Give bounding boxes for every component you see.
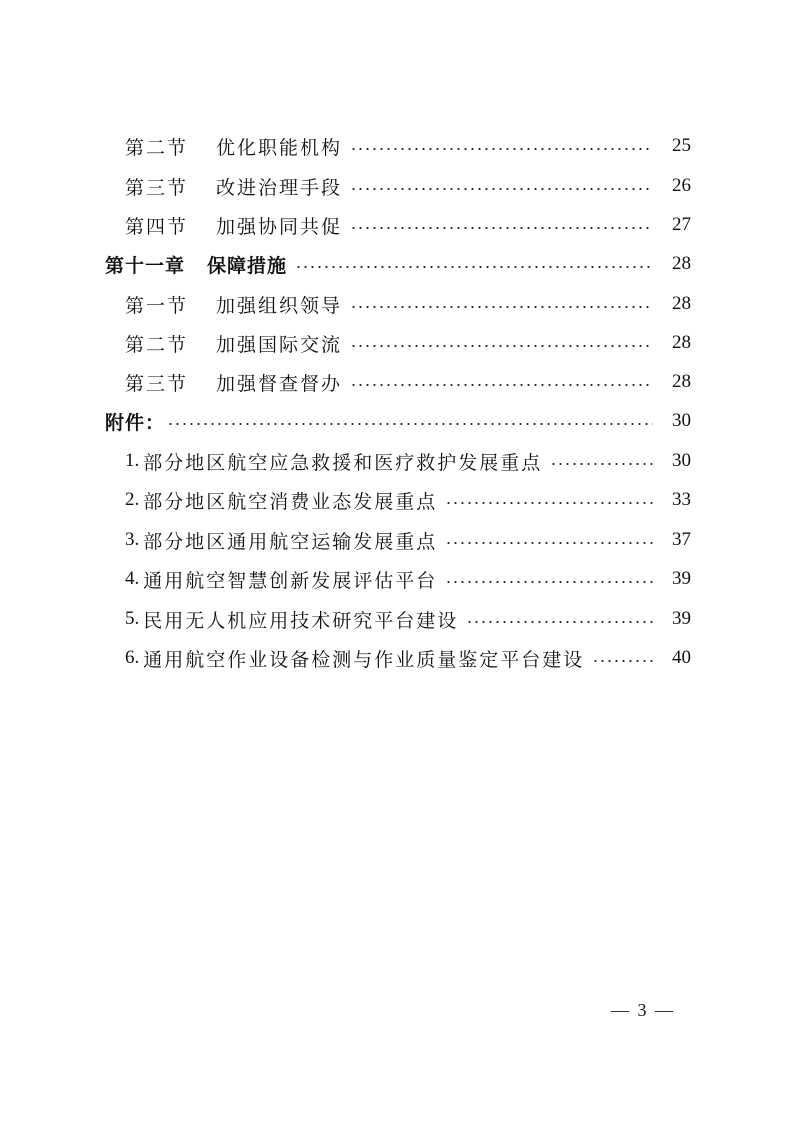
toc-entry-prefix: 1.	[125, 450, 140, 471]
leader-dots	[350, 384, 653, 386]
toc-entry-title: 部分地区航空应急救援和医疗救护发展重点	[143, 451, 543, 474]
leader-dots	[350, 188, 653, 190]
toc-entry-page: 30	[672, 450, 691, 471]
toc-entry-page: 39	[672, 568, 691, 589]
toc-entry-title: 加强督查督办	[216, 372, 343, 395]
leader-dots	[350, 306, 653, 308]
leader-dots	[350, 227, 653, 229]
toc-entry-attachment[interactable]	[125, 480, 691, 520]
toc-entry-attachment[interactable]	[125, 559, 691, 599]
leader-dots	[167, 423, 653, 425]
toc-entry-page: 39	[672, 608, 691, 629]
toc-entry-prefix: 第一节	[125, 294, 189, 317]
toc-entry-title: 优化职能机构	[216, 136, 343, 159]
leader-dots	[445, 581, 653, 583]
toc-entry-prefix: 第三节	[125, 176, 189, 199]
toc-entry-prefix: 第十一章	[105, 254, 186, 277]
toc-entry-attachment[interactable]	[125, 441, 691, 481]
leader-dots	[592, 660, 653, 662]
toc-entry-page: 28	[672, 371, 691, 392]
leader-dots	[550, 463, 653, 465]
page-number: — 3 —	[611, 1000, 675, 1020]
toc-entry-prefix: 5.	[125, 608, 140, 629]
toc-entry-page: 28	[672, 293, 691, 314]
toc-entry-title: 加强组织领导	[216, 294, 343, 317]
toc-entry[interactable]	[125, 362, 691, 402]
toc-entry[interactable]	[125, 166, 691, 206]
toc-entry-title: 加强协同共促	[216, 215, 343, 238]
toc-entry-prefix: 4.	[125, 568, 140, 589]
toc-entry-page: 28	[672, 332, 691, 353]
leader-dots	[350, 148, 653, 150]
toc-entry[interactable]	[125, 323, 691, 363]
toc-entry-title: 保障措施	[207, 254, 288, 277]
toc-entry-chapter[interactable]	[105, 244, 691, 284]
toc-entry-attachment[interactable]	[125, 638, 691, 678]
toc-entry-page: 27	[672, 214, 691, 235]
toc-entry-prefix: 附件：	[105, 411, 166, 434]
leader-dots	[466, 621, 653, 623]
toc-entry-prefix: 第四节	[125, 215, 189, 238]
toc-entry-title: 通用航空作业设备检测与作业质量鉴定平台建设	[143, 648, 585, 671]
toc-entry-page: 28	[672, 253, 691, 274]
toc-entry-prefix: 3.	[125, 529, 140, 550]
toc-entry-title: 改进治理手段	[216, 176, 343, 199]
toc-entry[interactable]	[125, 205, 691, 245]
toc-entry-page: 25	[672, 135, 691, 156]
toc-entry-prefix: 第二节	[125, 136, 189, 159]
toc-entry-prefix: 第三节	[125, 372, 189, 395]
toc-entry-page: 26	[672, 175, 691, 196]
toc-entry-attachment[interactable]	[125, 520, 691, 560]
toc-entry-title: 部分地区航空消费业态发展重点	[143, 490, 438, 513]
leader-dots	[445, 542, 653, 544]
toc-entry[interactable]	[125, 284, 691, 324]
toc-entry-page: 40	[672, 647, 691, 668]
toc-entry[interactable]	[125, 126, 691, 166]
toc-entry-page: 37	[672, 529, 691, 550]
toc-entry-prefix: 第二节	[125, 333, 189, 356]
toc-entry-page: 33	[672, 489, 691, 510]
toc-entry-prefix: 6.	[125, 647, 140, 668]
leader-dots	[445, 502, 653, 504]
leader-dots	[350, 345, 653, 347]
toc-entry-annex[interactable]	[105, 401, 691, 441]
toc-entry-prefix: 2.	[125, 489, 140, 510]
toc-entry-page: 30	[672, 410, 691, 431]
toc-entry-title: 部分地区通用航空运输发展重点	[143, 530, 438, 553]
toc-entry-title: 民用无人机应用技术研究平台建设	[143, 609, 459, 632]
toc-entry-title: 通用航空智慧创新发展评估平台	[143, 569, 438, 592]
toc-entry-title: 加强国际交流	[216, 333, 343, 356]
leader-dots	[295, 266, 653, 268]
toc-entry-attachment[interactable]	[125, 599, 691, 639]
